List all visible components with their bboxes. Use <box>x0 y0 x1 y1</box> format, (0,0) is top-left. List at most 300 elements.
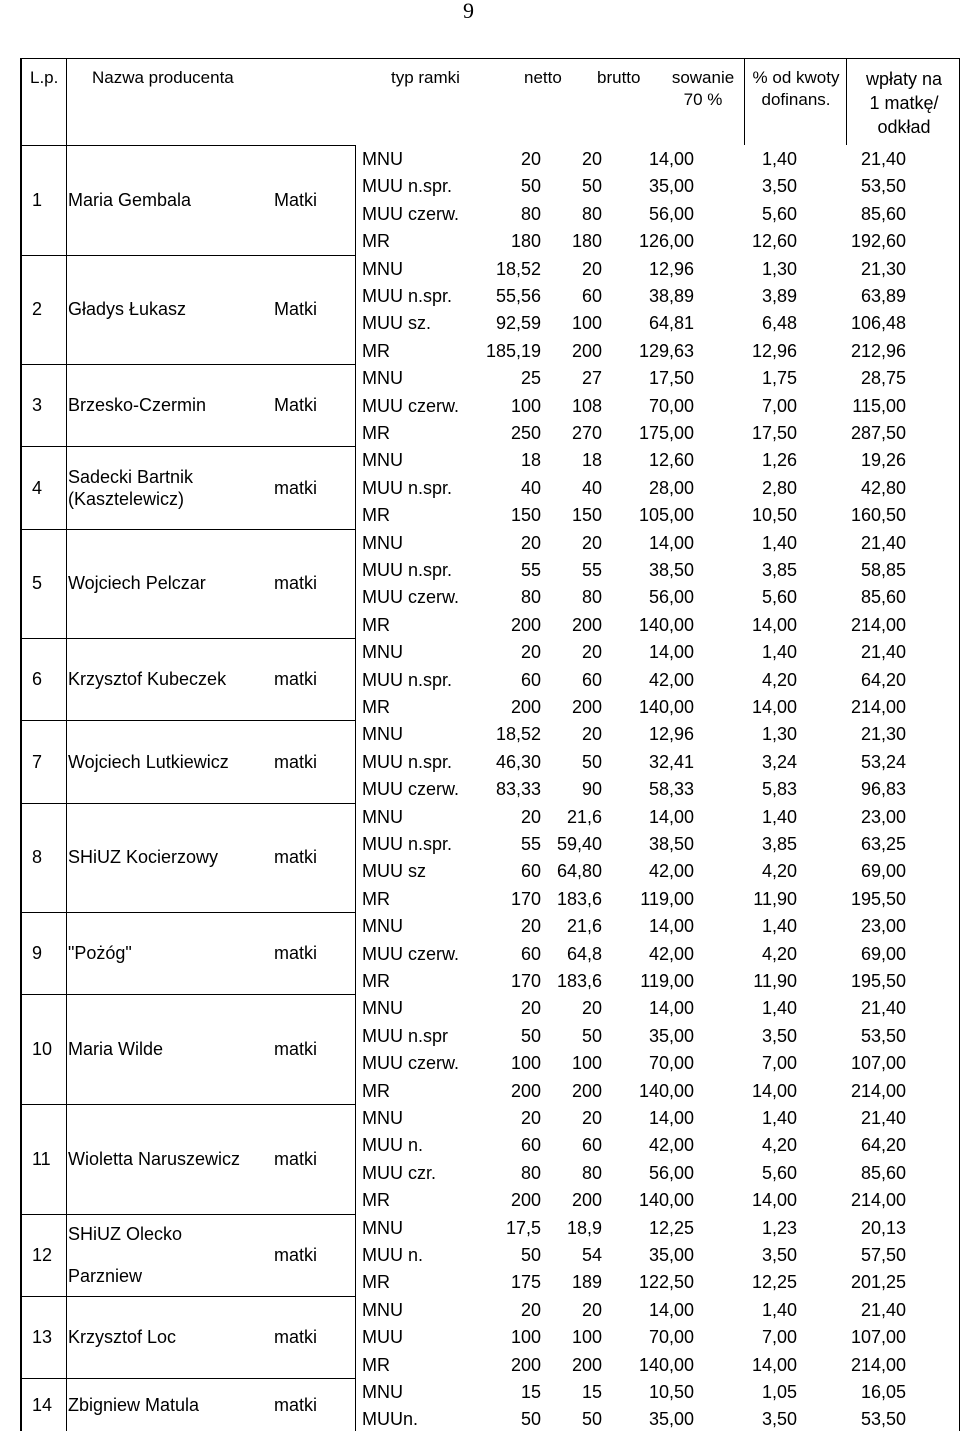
value-cell: 100 <box>510 1327 541 1348</box>
value-cell: 7,00 <box>761 1053 797 1074</box>
value-cell: 20 <box>520 1299 541 1320</box>
value-cell: 14,00 <box>648 916 694 937</box>
value-cell: 58,85 <box>860 560 906 580</box>
producer-lp: 11 <box>32 1148 51 1169</box>
group-divider <box>22 1214 355 1215</box>
value-cell: 175,00 <box>638 423 694 443</box>
value-cell: 20 <box>581 532 602 553</box>
value-cell: 80 <box>520 1162 541 1183</box>
value-cell: 14,00 <box>648 532 694 553</box>
frame-type-cell: MUU n.spr. <box>362 477 453 498</box>
value-cell: 180 <box>571 231 602 252</box>
value-cell: 5,83 <box>761 779 797 800</box>
value-cell: 18,52 <box>495 724 541 745</box>
value-cell: 14,00 <box>648 642 694 663</box>
frame-type-cell: MNU <box>362 642 403 663</box>
value-cell: 4,20 <box>761 943 797 964</box>
value-cell: 64,80 <box>556 861 602 882</box>
value-cell: 180 <box>510 231 541 252</box>
value-cell: 63,25 <box>860 834 906 854</box>
value-cell: 3,85 <box>761 834 797 854</box>
value-cell: 192,60 <box>850 231 906 252</box>
value-cell: 69,00 <box>860 943 906 964</box>
group-divider <box>22 145 355 146</box>
value-cell: 200 <box>510 697 541 717</box>
value-cell: 140,00 <box>638 614 694 635</box>
value-cell: 270 <box>571 423 602 443</box>
value-cell: 21,6 <box>566 916 602 937</box>
group-divider <box>22 255 355 256</box>
producer-lp: 1 <box>32 189 43 210</box>
value-cell: 119,00 <box>640 971 694 991</box>
value-cell: 214,00 <box>850 1354 906 1375</box>
value-cell: 60 <box>520 861 541 882</box>
group-divider <box>22 803 355 804</box>
value-cell: 17,5 <box>505 1217 541 1238</box>
producer-name: Krzysztof Kubeczek <box>68 669 227 690</box>
value-cell: 55 <box>581 560 602 580</box>
page-number: 9 <box>463 0 474 23</box>
value-cell: 80 <box>581 203 602 224</box>
value-cell: 90 <box>581 779 602 800</box>
value-cell: 200 <box>510 1190 541 1211</box>
value-cell: 3,50 <box>761 1025 797 1046</box>
producer-name: Wioletta Naruszewicz <box>68 1148 241 1169</box>
value-cell: 57,50 <box>860 1245 906 1265</box>
value-cell: 56,00 <box>648 1162 694 1183</box>
value-cell: 14,00 <box>751 1080 797 1101</box>
value-cell: 214,00 <box>850 1080 906 1101</box>
frame-type-cell: MNU <box>362 1299 403 1320</box>
value-cell: 23,00 <box>860 806 906 827</box>
value-cell: 1,40 <box>761 1108 797 1128</box>
value-cell: 50 <box>520 1245 541 1265</box>
value-cell: 21,40 <box>860 1108 906 1128</box>
value-cell: 214,00 <box>850 697 906 717</box>
value-cell: 100 <box>571 1053 602 1074</box>
producer-kind: matki <box>274 751 318 772</box>
producer-name: Maria Wilde <box>68 1039 164 1060</box>
value-cell: 32,41 <box>648 751 694 772</box>
value-cell: 201,25 <box>850 1272 906 1293</box>
value-cell: 21,40 <box>860 998 906 1019</box>
value-cell: 83,33 <box>495 779 541 800</box>
value-cell: 107,00 <box>850 1053 906 1074</box>
value-cell: 170 <box>510 971 541 991</box>
value-cell: 53,50 <box>860 1025 906 1046</box>
value-cell: 42,00 <box>648 943 694 964</box>
value-cell: 195,50 <box>850 888 906 909</box>
value-cell: 100 <box>510 395 541 416</box>
value-cell: 64,20 <box>860 669 906 690</box>
value-cell: 23,00 <box>860 916 906 937</box>
value-cell: 160,50 <box>850 505 906 526</box>
value-cell: 126,00 <box>638 231 694 252</box>
value-cell: 4,20 <box>761 861 797 882</box>
value-cell: 35,00 <box>648 1409 694 1430</box>
frame-type-cell: MR <box>362 505 390 526</box>
value-cell: 50 <box>581 176 602 197</box>
value-cell: 16,05 <box>860 1382 906 1402</box>
header-cofinancing-line2: dofinans. <box>761 90 831 109</box>
header-payment-line3: odkład <box>877 117 931 137</box>
frame-type-cell: MNU <box>362 998 403 1019</box>
value-cell: 96,83 <box>860 779 906 800</box>
producer-kind: matki <box>274 847 318 868</box>
producer-kind: matki <box>274 1326 318 1347</box>
value-cell: 80 <box>520 203 541 224</box>
value-cell: 14,00 <box>648 149 694 169</box>
value-cell: 1,40 <box>761 642 797 663</box>
frame-type-cell: MNU <box>362 149 403 169</box>
value-cell: 42,00 <box>648 669 694 690</box>
value-cell: 21,40 <box>860 1299 906 1320</box>
value-cell: 53,50 <box>860 1409 906 1430</box>
frame-type-cell: MUU n.spr. <box>362 560 453 580</box>
value-cell: 42,00 <box>648 1135 694 1156</box>
frame-type-cell: MUU n.spr <box>362 1025 449 1046</box>
producer-lp: 14 <box>32 1395 53 1416</box>
value-cell: 108 <box>571 395 602 416</box>
frame-type-cell: MR <box>362 1272 390 1293</box>
value-cell: 250 <box>510 423 541 443</box>
value-cell: 12,96 <box>751 340 797 361</box>
frame-type-cell: MNU <box>362 368 403 389</box>
value-cell: 1,40 <box>761 532 797 553</box>
producer-kind: matki <box>274 1039 318 1060</box>
value-cell: 20 <box>520 532 541 553</box>
value-cell: 14,00 <box>648 806 694 827</box>
frame-type-cell: MUU czerw. <box>362 203 460 224</box>
frame-type-cell: MNU <box>362 1382 403 1402</box>
value-cell: 20 <box>520 806 541 827</box>
header-divider <box>66 59 67 145</box>
value-cell: 64,8 <box>566 943 602 964</box>
producer-lp: 8 <box>32 847 43 868</box>
producer-kind: Matki <box>274 395 318 416</box>
frame-type-cell: MNU <box>362 1217 403 1238</box>
producer-name: Gładys Łukasz <box>68 299 187 320</box>
value-cell: 5,60 <box>761 1162 797 1183</box>
value-cell: 14,00 <box>648 1299 694 1320</box>
value-cell: 140,00 <box>638 697 694 717</box>
value-cell: 1,40 <box>761 1299 797 1320</box>
frame-type-cell: MR <box>362 614 390 635</box>
value-cell: 38,50 <box>648 560 694 580</box>
value-cell: 27 <box>581 368 602 389</box>
producer-name: Wojciech Lutkiewicz <box>68 751 229 772</box>
value-cell: 40 <box>520 477 541 498</box>
producer-kind: matki <box>274 1395 318 1416</box>
frame-type-cell: MNU <box>362 258 403 279</box>
value-cell: 18,52 <box>495 258 541 279</box>
producer-kind: matki <box>274 477 318 498</box>
value-cell: 20 <box>581 998 602 1019</box>
value-cell: 115,00 <box>852 395 906 416</box>
group-divider <box>22 1104 355 1105</box>
value-cell: 140,00 <box>638 1354 694 1375</box>
value-cell: 50 <box>520 1409 541 1430</box>
value-cell: 14,00 <box>751 614 797 635</box>
group-divider <box>22 720 355 721</box>
frame-type-cell: MR <box>362 971 390 991</box>
group-divider <box>22 529 355 530</box>
value-cell: 122,50 <box>638 1272 694 1293</box>
value-cell: 200 <box>510 1080 541 1101</box>
value-cell: 50 <box>520 176 541 197</box>
value-cell: 50 <box>581 1409 602 1430</box>
value-cell: 21,40 <box>860 642 906 663</box>
header-cofinancing-line1: % od kwoty <box>752 68 840 87</box>
value-cell: 100 <box>571 313 602 334</box>
value-cell: 1,40 <box>761 916 797 937</box>
producer-lp: 13 <box>32 1326 53 1347</box>
frame-type-cell: MUU czerw. <box>362 943 460 964</box>
value-cell: 85,60 <box>860 587 906 608</box>
frame-type-cell: MUU n.spr. <box>362 286 453 306</box>
header-frame-type: typ ramki <box>391 68 460 87</box>
value-cell: 42,80 <box>860 477 906 498</box>
value-cell: 170 <box>510 888 541 909</box>
frame-type-cell: MR <box>362 1080 390 1101</box>
value-cell: 212,96 <box>850 340 906 361</box>
value-cell: 200 <box>571 340 602 361</box>
value-cell: 5,60 <box>761 587 797 608</box>
value-cell: 3,50 <box>761 1409 797 1430</box>
producer-name: Brzesko-Czermin <box>68 395 207 416</box>
value-cell: 20 <box>581 724 602 745</box>
frame-type-cell: MNU <box>362 724 403 745</box>
producer-kind: matki <box>274 669 318 690</box>
producer-name: Maria Gembala <box>68 189 192 210</box>
value-cell: 5,60 <box>761 203 797 224</box>
value-cell: 119,00 <box>640 888 694 909</box>
value-cell: 200 <box>571 697 602 717</box>
header-gross: brutto <box>597 68 641 87</box>
value-cell: 17,50 <box>648 368 694 389</box>
value-cell: 80 <box>581 1162 602 1183</box>
value-cell: 18,9 <box>566 1217 602 1238</box>
frame-type-cell: MNU <box>362 916 403 937</box>
value-cell: 12,60 <box>648 450 694 471</box>
value-cell: 38,50 <box>648 834 694 854</box>
value-cell: 200 <box>571 1190 602 1211</box>
value-cell: 20 <box>581 149 602 169</box>
producer-kind: matki <box>274 1148 318 1169</box>
value-cell: 60 <box>520 1135 541 1156</box>
value-cell: 195,50 <box>850 971 906 991</box>
value-cell: 1,30 <box>761 724 797 745</box>
value-cell: 6,48 <box>761 313 797 334</box>
header-divider <box>744 59 745 145</box>
header-producer: Nazwa producenta <box>92 68 234 87</box>
value-cell: 85,60 <box>860 203 906 224</box>
group-divider <box>22 1296 355 1297</box>
value-cell: 70,00 <box>648 395 694 416</box>
value-cell: 20 <box>520 916 541 937</box>
producer-lp: 10 <box>32 1039 53 1060</box>
value-cell: 35,00 <box>648 1025 694 1046</box>
value-cell: 28,75 <box>860 368 906 389</box>
value-cell: 38,89 <box>648 286 694 306</box>
value-cell: 200 <box>510 1354 541 1375</box>
value-cell: 1,26 <box>761 450 797 471</box>
value-cell: 60 <box>520 943 541 964</box>
value-cell: 20 <box>520 642 541 663</box>
value-cell: 28,00 <box>648 477 694 498</box>
frame-type-cell: MNU <box>362 532 403 553</box>
frame-type-cell: MUU sz. <box>362 313 431 334</box>
value-cell: 14,00 <box>751 1190 797 1211</box>
value-cell: 50 <box>581 1025 602 1046</box>
value-cell: 20 <box>581 1299 602 1320</box>
frame-type-cell: MUU n.spr. <box>362 751 453 772</box>
value-cell: 20 <box>581 1108 602 1128</box>
frame-type-cell: MR <box>362 697 390 717</box>
value-cell: 107,00 <box>850 1327 906 1348</box>
value-cell: 21,40 <box>860 149 906 169</box>
value-cell: 150 <box>510 505 541 526</box>
producer-lp: 9 <box>32 943 43 964</box>
value-cell: 21,30 <box>860 258 906 279</box>
value-cell: 7,00 <box>761 395 797 416</box>
header-net: netto <box>524 68 562 87</box>
producer-kind: Matki <box>274 299 318 320</box>
value-cell: 55,56 <box>495 286 541 306</box>
producer-name: Wojciech Pelczar <box>68 573 206 594</box>
value-cell: 200 <box>510 614 541 635</box>
frame-type-cell: MNU <box>362 1108 403 1128</box>
header-sowing <box>662 67 744 111</box>
value-cell: 3,24 <box>761 751 797 772</box>
value-cell: 2,80 <box>761 477 797 498</box>
header-cofinancing <box>748 67 844 111</box>
value-cell: 1,75 <box>761 368 797 389</box>
value-cell: 64,20 <box>860 1135 906 1156</box>
header-lp: L.p. <box>30 68 59 87</box>
header-payment <box>850 67 958 139</box>
value-cell: 80 <box>581 587 602 608</box>
value-cell: 3,89 <box>761 286 797 306</box>
producer-name: "Pożóg" <box>68 943 132 964</box>
value-cell: 20,13 <box>860 1217 906 1238</box>
value-cell: 100 <box>510 1053 541 1074</box>
value-cell: 60 <box>581 1135 602 1156</box>
value-cell: 35,00 <box>648 1245 694 1265</box>
frame-type-cell: MR <box>362 1354 390 1375</box>
frame-type-cell: MR <box>362 888 390 909</box>
frame-type-cell: MR <box>362 231 390 252</box>
frame-type-cell: MUU czerw. <box>362 1053 460 1074</box>
producer-lp: 3 <box>32 395 43 416</box>
producer-name-line: Parzniew <box>68 1265 143 1286</box>
value-cell: 1,23 <box>761 1217 797 1238</box>
value-cell: 287,50 <box>850 423 906 443</box>
frame-type-cell: MUU n.spr. <box>362 669 453 690</box>
value-cell: 70,00 <box>648 1053 694 1074</box>
value-cell: 59,40 <box>556 834 602 854</box>
producer-lp: 6 <box>32 669 43 690</box>
producer-name: Zbigniew Matula <box>68 1395 200 1416</box>
value-cell: 14,00 <box>648 1108 694 1128</box>
value-cell: 70,00 <box>648 1327 694 1348</box>
frame-type-cell: MUU n.spr. <box>362 834 453 854</box>
value-cell: 17,50 <box>751 423 797 443</box>
value-cell: 106,48 <box>850 313 906 334</box>
value-cell: 21,6 <box>566 806 602 827</box>
producer-name: SHiUZ Kocierzowy <box>68 847 219 868</box>
frame-type-cell: MUU sz <box>362 861 426 882</box>
value-cell: 100 <box>571 1327 602 1348</box>
value-cell: 15 <box>581 1382 602 1402</box>
value-cell: 64,81 <box>648 313 694 334</box>
value-cell: 1,40 <box>761 806 797 827</box>
value-cell: 3,50 <box>761 1245 797 1265</box>
value-cell: 185,19 <box>485 340 541 361</box>
header-divider <box>846 59 847 145</box>
value-cell: 21,40 <box>860 532 906 553</box>
value-cell: 21,30 <box>860 724 906 745</box>
value-cell: 40 <box>581 477 602 498</box>
producer-name-line: Sadecki Bartnik <box>68 466 194 487</box>
value-cell: 214,00 <box>850 614 906 635</box>
frame-type-cell: MUU n. <box>362 1245 424 1265</box>
value-cell: 1,30 <box>761 258 797 279</box>
producer-kind: matki <box>274 943 318 964</box>
producer-name-line: SHiUZ Olecko <box>68 1223 183 1244</box>
producer-table <box>20 58 960 1431</box>
value-cell: 55 <box>520 834 541 854</box>
frame-type-cell: MR <box>362 423 390 443</box>
frame-type-cell: MUU czerw. <box>362 587 460 608</box>
value-cell: 200 <box>571 1080 602 1101</box>
value-cell: 18 <box>520 450 541 471</box>
producer-kind: Matki <box>274 189 318 210</box>
frame-type-cell: MUU czerw. <box>362 779 460 800</box>
value-cell: 15 <box>520 1382 541 1402</box>
value-cell: 150 <box>571 505 602 526</box>
producer-name-line: (Kasztelewicz) <box>68 488 185 509</box>
frame-type-cell: MR <box>362 1190 390 1211</box>
value-cell: 50 <box>581 751 602 772</box>
value-cell: 4,20 <box>761 1135 797 1156</box>
value-cell: 92,59 <box>495 313 541 334</box>
producer-name: Krzysztof Loc <box>68 1326 177 1347</box>
value-cell: 129,63 <box>638 340 694 361</box>
frame-type-cell: MUUn. <box>362 1409 419 1430</box>
header-payment-line1: wpłaty na <box>865 69 943 89</box>
value-cell: 105,00 <box>638 505 694 526</box>
group-divider <box>22 638 355 639</box>
value-cell: 35,00 <box>648 176 694 197</box>
value-cell: 54 <box>581 1245 602 1265</box>
value-cell: 10,50 <box>648 1382 694 1402</box>
value-cell: 20 <box>520 1108 541 1128</box>
value-cell: 19,26 <box>860 450 906 471</box>
value-cell: 1,05 <box>761 1382 797 1402</box>
group-divider <box>22 446 355 447</box>
frame-type-cell: MNU <box>362 806 403 827</box>
value-cell: 12,96 <box>648 724 694 745</box>
value-cell: 183,6 <box>556 971 602 991</box>
value-cell: 140,00 <box>638 1190 694 1211</box>
value-cell: 20 <box>581 258 602 279</box>
frame-type-cell: MNU <box>362 450 403 471</box>
value-cell: 18 <box>581 450 602 471</box>
header-payment-line2: 1 matkę/ <box>869 93 939 113</box>
value-cell: 1,40 <box>761 998 797 1019</box>
producer-lp: 4 <box>32 477 43 498</box>
